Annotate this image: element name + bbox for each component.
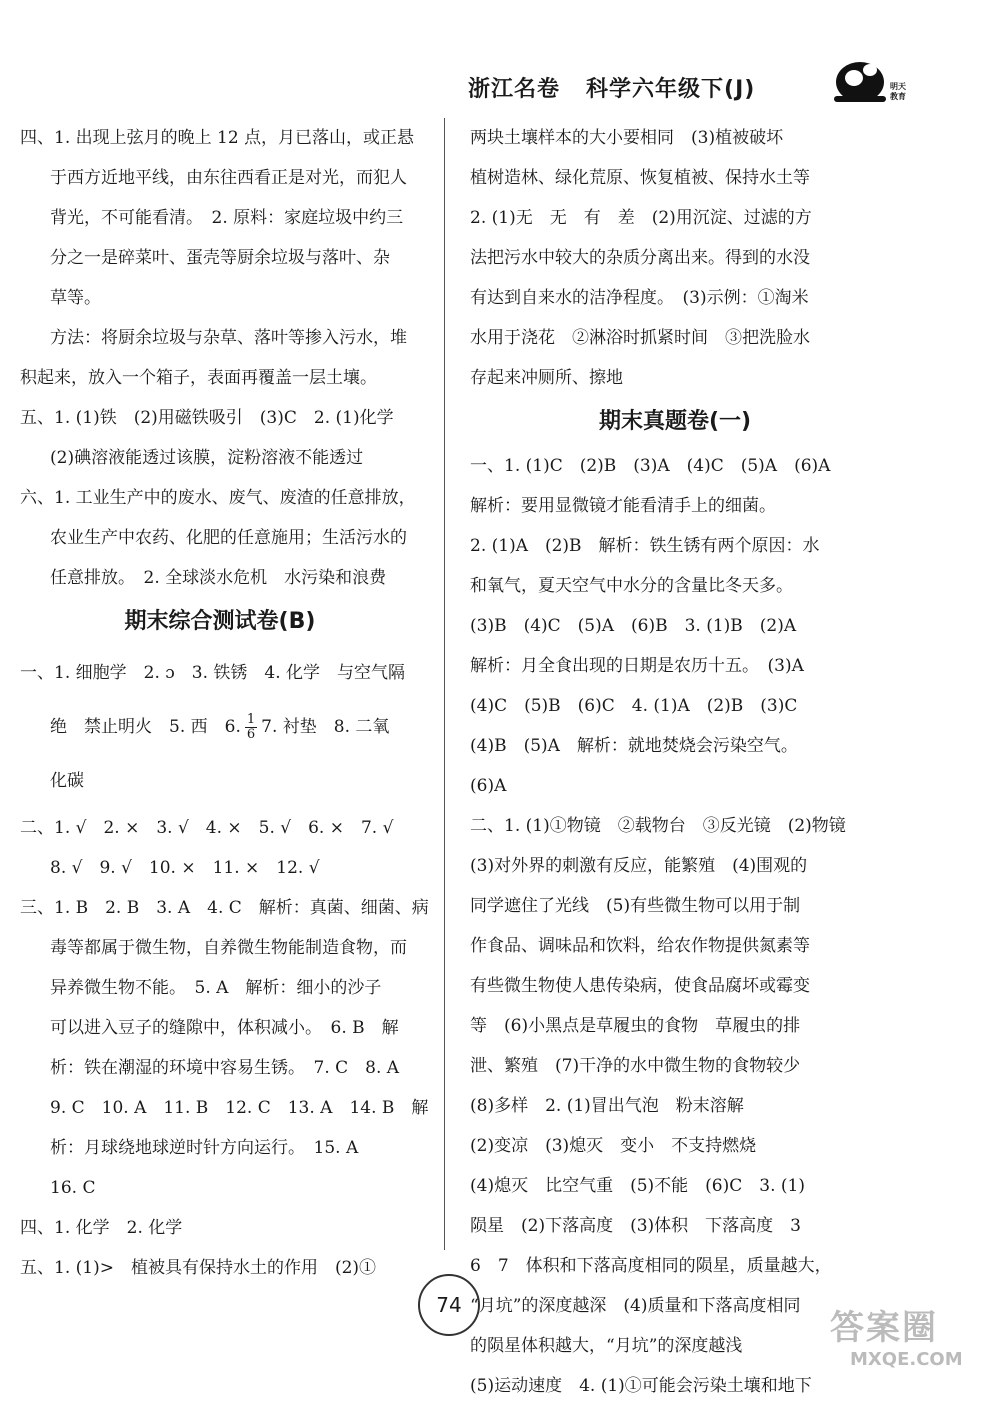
answer-line: (6)A	[470, 776, 507, 796]
answer-line: 农业生产中农药、化肥的任意施用；生活污水的	[50, 528, 407, 548]
answer-text: 绝 禁止明火 5. 西 6.	[50, 717, 241, 737]
answer-line: (8)多样 2. (1)冒出气泡 粉末溶解	[470, 1096, 744, 1116]
answer-line: (5)运动速度 4. (1)①可能会污染土壤和地下	[470, 1376, 812, 1396]
answer-line: 六、1. 工业生产中的废水、废气、废渣的任意排放，	[20, 488, 416, 508]
watermark-url: MXQE.COM	[850, 1349, 963, 1370]
answer-line: 有达到自来水的洁净程度。 (3)示例：①淘米	[470, 288, 809, 308]
answer-line: 作食品、调味品和饮料，给农作物提供氮素等	[470, 936, 810, 956]
fraction-numerator: 1	[246, 712, 256, 727]
answer-line: 四、1. 出现上弦月的晚上 12 点，月已落山，或正悬	[20, 128, 415, 148]
answer-line: 6 7 体积和下落高度相同的陨星，质量越大，	[470, 1256, 832, 1276]
answer-line: 二、1. (1)①物镜 ②载物台 ③反光镜 (2)物镜	[470, 816, 846, 836]
answer-line: 五、1. (1)铁 (2)用磁铁吸引 (3)C 2. (1)化学	[20, 408, 394, 428]
answer-line: 四、1. 化学 2. 化学	[20, 1218, 183, 1238]
publisher-logo	[830, 56, 906, 116]
column-divider	[444, 118, 445, 1250]
answer-line: (3)B (4)C (5)A (6)B 3. (1)B (2)A	[470, 616, 797, 636]
answer-line: (2)碘溶液能透过该膜，淀粉溶液不能透过	[50, 448, 364, 468]
section-heading: 期末真题卷(一)	[598, 409, 752, 434]
answer-line: “月坑”的深度越深 (4)质量和下落高度相同	[470, 1296, 801, 1316]
watermark-text: 答案圈	[830, 1308, 938, 1348]
answer-line: 析：铁在潮湿的环境中容易生锈。 7. C 8. A	[50, 1058, 400, 1078]
answer-line: 背光，不可能看清。 2. 原料：家庭垃圾中约三	[50, 208, 404, 228]
logo-icon	[830, 56, 890, 112]
answer-line: 的陨星体积越大，“月坑”的深度越浅	[470, 1336, 743, 1356]
right-column	[470, 118, 880, 1406]
book-subject: 科学六年级下(J)	[586, 77, 756, 102]
answer-line: 存起来冲厕所、擦地	[470, 368, 623, 388]
site-watermark	[830, 1300, 990, 1370]
answer-line: 两块土壤样本的大小要相同 (3)植被破坏	[470, 128, 784, 148]
answer-line: 三、1. B 2. B 3. A 4. C 解析：真菌、细菌、病	[20, 898, 429, 918]
answer-line: 2. (1)A (2)B 解析：铁生锈有两个原因：水	[470, 536, 820, 556]
logo-text: 明天教育	[890, 82, 906, 101]
answer-line: 解析：要用显微镜才能看清手上的细菌。	[470, 496, 776, 516]
answer-line: 一、1. (1)C (2)B (3)A (4)C (5)A (6)A	[470, 456, 831, 476]
answer-line: 9. C 10. A 11. B 12. C 13. A 14. B 解	[50, 1098, 429, 1118]
answer-line: (4)C (5)B (6)C 4. (1)A (2)B (3)C	[470, 696, 798, 716]
fraction-denominator: 6	[246, 727, 256, 742]
answer-line: 解析：月全食出现的日期是农历十五。 (3)A	[470, 656, 804, 676]
answer-line: 植树造林、绿化荒原、恢复植被、保持水土等	[470, 168, 810, 188]
answer-line: 分之一是碎菜叶、蛋壳等厨余垃圾与落叶、杂	[50, 248, 390, 268]
left-column	[20, 118, 429, 1288]
answer-line: 毒等都属于微生物，自养微生物能制造食物，而	[50, 938, 407, 958]
answer-line: 泄、繁殖 (7)干净的水中微生物的食物较少	[470, 1056, 801, 1076]
answer-line: (3)对外界的刺激有反应，能繁殖 (4)围观的	[470, 856, 808, 876]
answer-line: 二、1. √ 2. × 3. √ 4. × 5. √ 6. × 7. √	[20, 818, 394, 838]
page-number: 74	[418, 1274, 480, 1336]
fraction	[245, 713, 257, 742]
answer-line: 异养微生物不能。 5. A 解析：细小的沙子	[50, 978, 382, 998]
section-heading: 期末综合测试卷(B)	[124, 609, 316, 634]
answer-line: 于西方近地平线，由东往西看正是对光，而犯人	[50, 168, 407, 188]
answer-text: 7. 衬垫 8. 二氧	[261, 717, 390, 737]
answer-line: 陨星 (2)下落高度 (3)体积 下落高度 3	[470, 1216, 801, 1236]
answer-line: (4)B (5)A 解析：就地焚烧会污染空气。	[470, 736, 798, 756]
answer-line: (2)变凉 (3)熄灭 变小 不支持燃烧	[470, 1136, 757, 1156]
answer-line: 草等。	[50, 288, 101, 308]
answer-line: 等 (6)小黑点是草履虫的食物 草履虫的排	[470, 1016, 801, 1036]
answer-line: 一、1. 细胞学 2. ɔ 3. 铁锈 4. 化学 与空气隔	[20, 663, 406, 683]
answer-line: 有些微生物使人患传染病，使食品腐坏或霉变	[470, 976, 810, 996]
answer-line: 水用于浇花 ②淋浴时抓紧时间 ③把洗脸水	[470, 328, 810, 348]
answer-line-with-fraction	[20, 700, 420, 754]
answer-line: 化碳	[50, 771, 84, 791]
answer-line: 8. √ 9. √ 10. × 11. × 12. √	[50, 858, 320, 878]
answer-line: 2. (1)无 无 有 差 (2)用沉淀、过滤的方	[470, 208, 812, 228]
answer-line: (4)熄灭 比空气重 (5)不能 (6)C 3. (1)	[470, 1176, 805, 1196]
answer-line: 16. C	[50, 1178, 96, 1198]
answer-line: 方法：将厨余垃圾与杂草、落叶等掺入污水，堆	[50, 328, 407, 348]
page-header	[400, 64, 906, 112]
book-series-title: 浙江名卷	[468, 77, 561, 102]
answer-line: 积起来，放入一个箱子，表面再覆盖一层土壤。	[20, 368, 377, 388]
answer-line: 法把污水中较大的杂质分离出来。得到的水没	[470, 248, 810, 268]
header-title	[468, 72, 755, 103]
answer-line: 同学遮住了光线 (5)有些微生物可以用于制	[470, 896, 801, 916]
answer-line: 和氧气，夏天空气中水分的含量比冬天多。	[470, 576, 793, 596]
answer-line: 任意排放。 2. 全球淡水危机 水污染和浪费	[50, 568, 387, 588]
answer-line: 析：月球绕地球逆时针方向运行。 15. A	[50, 1138, 359, 1158]
answer-line: 可以进入豆子的缝隙中，体积减小。 6. B 解	[50, 1018, 399, 1038]
answer-line: 五、1. (1)> 植被具有保持水土的作用 (2)①	[20, 1258, 377, 1278]
